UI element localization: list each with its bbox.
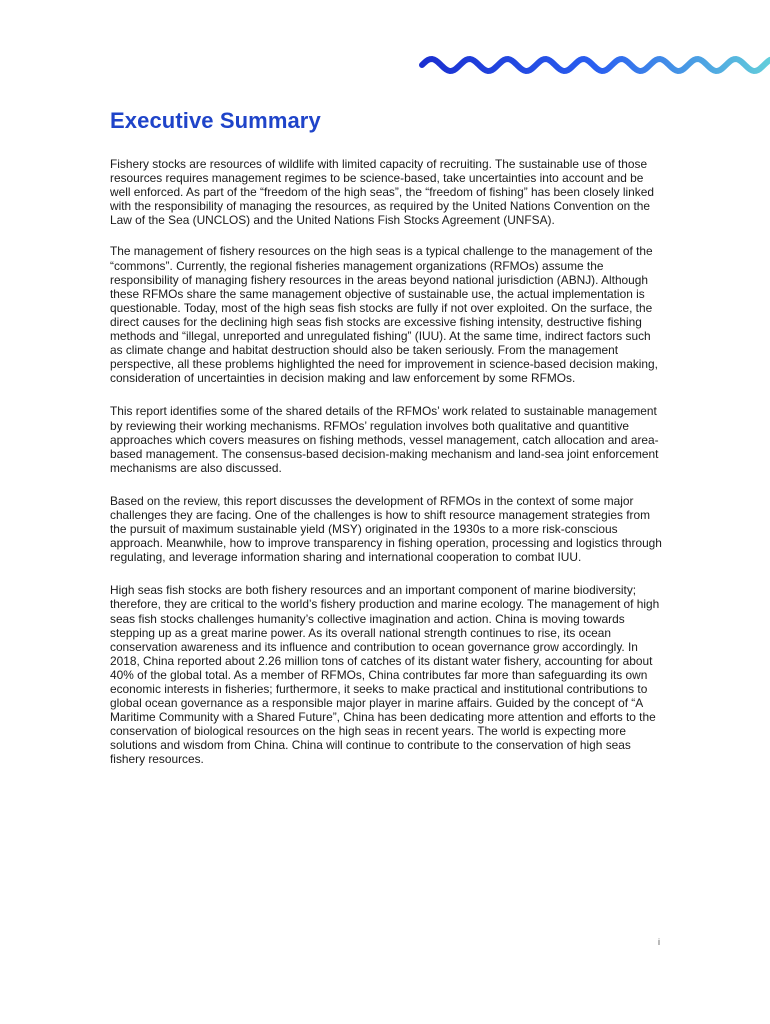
- summary-body: [110, 157, 662, 784]
- paragraph-2: The management of fishery resources on the high seas is a typical challenge to the management of the “commons”. Currently, the regional fisheries management organizations (RFMOs) assume the responsibility of managing fishery resources in the areas beyond national jurisdiction (ABNJ). Although these RFMOs share the same management objective of sustainable use, the actual implementation is questionable. Today, most of the high seas fish stocks are fully if not over exploited. On the surface, the direct causes for the declining high seas fish stocks are excessive fishing intensity, destructive fishing methods and “illegal, unreported and unregulated fishing” (IUU). At the same time, indirect factors such as climate change and habitat destruction should also be taken seriously. From the management perspective, all these problems highlighted the need for improvement in science-based decision making, consideration of uncertainties in decision making and law enforcement by some RFMOs.: [110, 244, 658, 386]
- page-number: i: [658, 937, 660, 947]
- paragraph-5: High seas fish stocks are both fishery resources and an important component of marine biodiversity; therefore, they are critical to the world’s fishery production and marine ecology. The management of high seas fish stocks challenges humanity’s collective imagination and action. China is moving towards stepping up as a great marine power. As its overall national strength continues to rise, its ocean conservation awareness and its influence and contribution to ocean governance grow accordingly. In 2018, China reported about 2.26 million tons of catches of its distant water fishery, accounting for about 40% of the global total. As a member of RFMOs, China contributes far more than safeguarding its own economic interests in fisheries; furthermore, it seeks to make practical and institutional contributions to global ocean governance as a responsible major player in marine affairs. Guided by the concept of “A Maritime Community with a Shared Future”, China has been dedicating more attention and efforts to the conservation of biological resources on the high seas in recent years. The world is expecting more solutions and wisdom from China. China will continue to contribute to the conservation of high seas fishery resources.: [110, 583, 660, 767]
- wave-icon: [418, 50, 770, 80]
- page-title: Executive Summary: [110, 108, 321, 133]
- paragraph-4: Based on the review, this report discusses the development of RFMOs in the context of some major challenges they are facing. One of the challenges is how to shift resource management strategies from the pursuit of maximum sustainable yield (MSY) originated in the 1930s to a more risk-conscious approach. Meanwhile, how to improve transparency in fishing operation, processing and logistics through regulating, and leverage information sharing and international cooperation to combat IUU.: [110, 493, 662, 565]
- paragraph-1: Fishery stocks are resources of wildlife with limited capacity of recruiting. The sustainable use of those resources requires management regimes to be science-based, take uncertainties into account and be well enforced. As part of the “freedom of the high seas”, the “freedom of fishing” has been closely linked with the responsibility of managing the resources, as required by the United Nations Convention on the Law of the Sea (UNCLOS) and the United Nations Fish Stocks Agreement (UNFSA).: [110, 157, 654, 228]
- paragraph-3: This report identifies some of the shared details of the RFMOs’ work related to sustainable management by reviewing their working mechanisms. RFMOs’ regulation involves both qualitative and quantitive approaches which covers measures on fishing methods, vessel management, catch allocation and area-based management. The consensus-based decision-making mechanism and land-sea joint enforcement mechanisms are also discussed.: [110, 404, 659, 475]
